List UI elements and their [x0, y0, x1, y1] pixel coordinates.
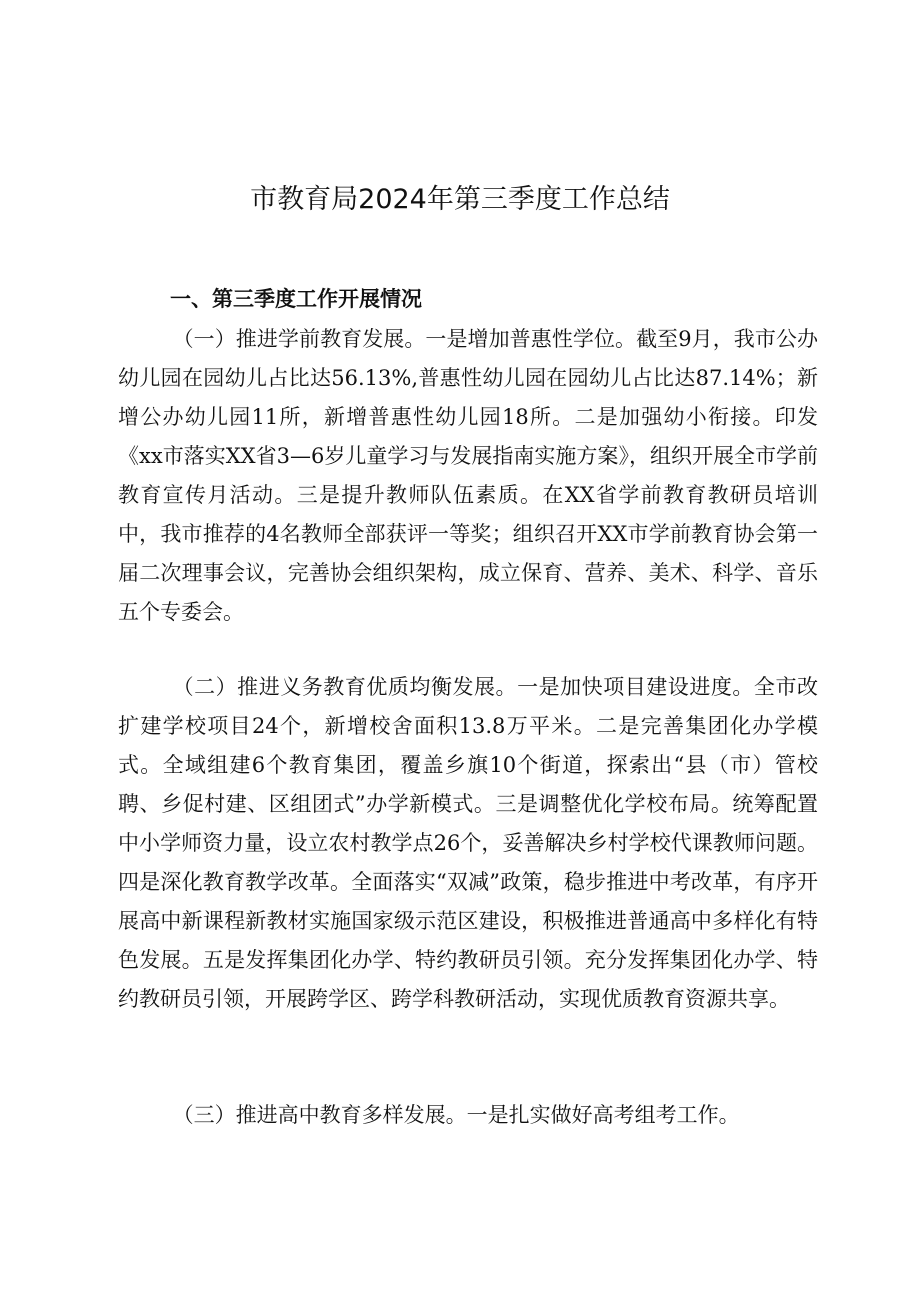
paragraph-text: （二）推进义务教育优质均衡发展。一是加快项目建设进度。全市改扩建学校项目24个，新增校舍面积13.8万平米。二是完善集团化办学模式。全域组建6个教育集团，覆盖乡旗10个街道，探索出“县（市）管校聘、乡促村建、区组团式”办学新模式。三是调整优化学校布局。统筹配置中小学师资力量，设立农村教学点26个，妥善解决乡村学校代课教师问题。四是深化教育教学改革。全面落实“双减”政策，稳步推进中考改革，有序开展高中新课程新教材实施国家级示范区建设，积极推进普通高中多样化有特色发展。五是发挥集团化办学、特约教研员引领。充分发挥集团化办学、特约教研员引领，开展跨学区、跨学科教研活动，实现优质教育资源共享。: [118, 675, 818, 1011]
section-heading: 一、第三季度工作开展情况: [170, 287, 422, 311]
document-title: 市教育局2024年第三季度工作总结: [250, 184, 670, 215]
paragraph-preschool: [118, 320, 818, 632]
paragraph-text: （三）推进高中教育多样发展。一是扎实做好高考组考工作。: [172, 1103, 740, 1127]
paragraph-highschool: [118, 1096, 818, 1135]
paragraph-compulsory: [118, 668, 818, 1019]
paragraph-text: （一）推进学前教育发展。一是增加普惠性学位。截至9月，我市公办幼儿园在园幼儿占比达56.13%,普惠性幼儿园在园幼儿占比达87.14%；新增公办幼儿园11所，新增普惠性幼儿园18所。二是加强幼小衔接。印发《xx市落实XX省3—6岁儿童学习与发展指南实施方案》，组织开展全市学前教育宣传月活动。三是提升教师队伍素质。在XX省学前教育教研员培训中，我市推荐的4名教师全部获评一等奖；组织召开XX市学前教育协会第一届二次理事会议，完善协会组织架构，成立保育、营养、美术、科学、音乐五个专委会。: [118, 327, 818, 624]
